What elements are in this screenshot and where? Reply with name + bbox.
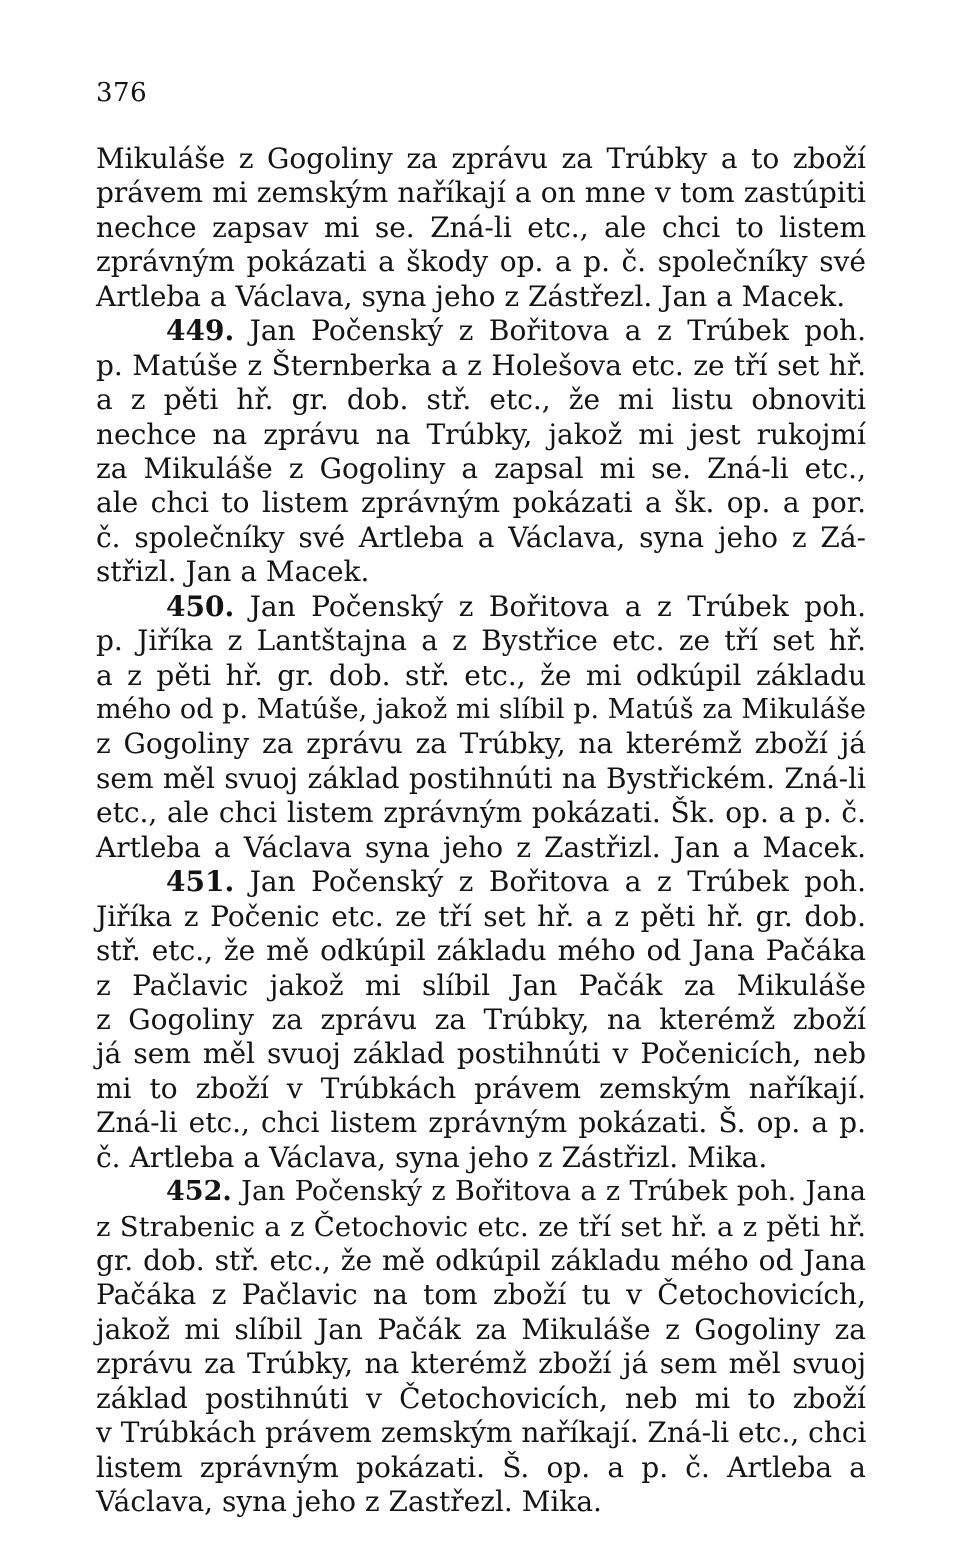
entry-number: 452.: [166, 1176, 232, 1208]
line-text: nechce na zprávu na Trúbky, jakož mi jest rukojmí: [96, 417, 866, 451]
line-text: Jan Počenský z Bořitova a z Trúbek poh. Jana: [231, 1176, 866, 1208]
line-text: č. Artleba a Václava, syna jeho z Zástřizl. Mika.: [96, 1140, 768, 1174]
text-line: [96, 555, 866, 589]
entry-first-line: [96, 865, 866, 899]
text-line: [96, 349, 866, 383]
entry-number: 450.: [166, 589, 235, 623]
text-line: [96, 624, 866, 658]
text-line: [96, 1037, 866, 1071]
line-text: jakož mi slíbil Jan Pačák za Mikuláše z Gogoliny za: [96, 1312, 866, 1346]
line-text: č. společníky své Artleba a Václava, syna jeho z Zá-: [96, 520, 866, 554]
line-text: v Trúbkách právem zemským naříkají. Zná-li etc., chci: [96, 1416, 867, 1450]
line-text: střizl. Jan a Macek.: [96, 555, 370, 589]
text-line: [96, 693, 866, 727]
line-text: a z pěti hř. gr. dob. stř. etc., že mi listu obnoviti: [96, 383, 866, 417]
entry-first-line: [96, 314, 866, 348]
line-text: sem měl svuoj základ postihnúti na Bystřickém. Zná-li: [96, 761, 866, 795]
line-text: Václava, syna jeho z Zastřezl. Mika.: [96, 1485, 602, 1519]
line-text: z Gogoliny za zprávu za Trúbky, na kterémž zboží já: [96, 727, 866, 761]
text-line: [96, 245, 866, 279]
line-text: gr. dob. stř. etc., že mě odkúpil základu mého od Jana: [96, 1244, 866, 1277]
line-text: mi to zboží v Trúbkách právem zemským naříkají.: [96, 1071, 866, 1105]
line-text: z Pačlavic jakož mi slíbil Jan Pačák za Mikuláše: [96, 968, 866, 1002]
line-text: listem zprávným pokázati. Š. op. a p. č. Artleba a: [96, 1450, 866, 1484]
line-text: z Gogoliny za zprávu za Trúbky, na kterémž zboží: [96, 1002, 866, 1036]
text-line: [96, 176, 866, 210]
text-line: [96, 1278, 866, 1312]
line-text: z Strabenic a z Četochovic etc. ze tří set hř. a z pěti hř.: [96, 1210, 866, 1243]
line-text: já sem měl svuoj základ postihnúti v Počenicích, neb: [96, 1037, 866, 1071]
text-line: [96, 1244, 866, 1278]
line-text: Jan Počenský z Bořitova a z Trúbek poh.: [234, 314, 866, 348]
line-text: a z pěti hř. gr. dob. stř. etc., že mi odkúpil základu: [96, 658, 866, 692]
line-text: etc., ale chci listem zprávným pokázati. Šk. op. a p. č.: [96, 796, 866, 830]
text-line: [96, 1106, 866, 1140]
line-text: p. Jiříka z Lantštajna a z Bystřice etc. ze tří set hř.: [96, 624, 866, 658]
text-line: [96, 1382, 866, 1416]
text-line: [96, 1451, 866, 1485]
text-line: [96, 1003, 866, 1037]
text-line: [96, 383, 866, 417]
line-text: stř. etc., že mě odkúpil základu mého od Jana Pačáka: [96, 934, 866, 968]
text-line: [96, 280, 866, 314]
line-text: Zná-li etc., chci listem zprávným pokázati. Š. op. a p.: [96, 1106, 866, 1140]
text-line: [96, 796, 866, 830]
text-line: [96, 727, 866, 761]
text-line: [96, 1210, 866, 1244]
text-line: [96, 659, 866, 693]
text-line: [96, 211, 866, 245]
line-text: Jan Počenský z Bořitova a z Trúbek poh.: [234, 865, 866, 899]
line-text: Artleba a Václava syna jeho z Zastřizl. Jan a Macek.: [96, 830, 866, 864]
text-line: [96, 934, 866, 968]
text-line: [96, 452, 866, 486]
line-text: Mikuláše z Gogoliny za zprávu za Trúbky a to zboží: [96, 142, 866, 175]
line-text: zprávu za Trúbky, na kterémž zboží já sem měl svuoj: [96, 1347, 866, 1381]
text-line: [96, 969, 866, 1003]
line-text: ale chci to listem zprávným pokázati a šk. op. a por.: [96, 486, 866, 520]
text-line: [96, 1313, 866, 1347]
text-line: [96, 1485, 866, 1519]
line-text: právem mi zemským naříkají a on mne v tom zastúpiti: [96, 176, 866, 210]
line-text: Jan Počenský z Bořitova a z Trúbek poh.: [234, 589, 866, 623]
page-number: 376: [96, 78, 148, 108]
line-text: nechce zapsav mi se. Zná-li etc., ale chci to listem: [96, 210, 866, 244]
entry-first-line: [96, 1175, 866, 1209]
body-text: [96, 142, 866, 1520]
text-line: [96, 486, 866, 520]
entry-number: 451.: [166, 865, 235, 899]
line-text: Jiříka z Počenic etc. ze tří set hř. a z pěti hř. gr. dob.: [96, 899, 866, 933]
text-line: [96, 831, 866, 865]
line-text: Pačáka z Pačlavic na tom zboží tu v Četochovicích,: [96, 1278, 866, 1312]
line-text: základ postihnúti v Četochovicích, neb mi to zboží: [96, 1381, 866, 1415]
entry-first-line: [96, 590, 866, 624]
text-line: [96, 142, 866, 176]
line-text: mého od p. Matúše, jakož mi slíbil p. Matúš za Mikuláše: [96, 694, 866, 725]
text-line: [96, 418, 866, 452]
line-text: zprávným pokázati a škody op. a p. č. společníky své: [96, 245, 866, 279]
text-line: [96, 1141, 866, 1175]
text-line: [96, 1416, 866, 1450]
text-line: [96, 762, 866, 796]
entry-number: 449.: [166, 314, 235, 348]
line-text: p. Matúše z Šternberka a z Holešova etc. ze tří set hř.: [96, 348, 866, 382]
line-text: za Mikuláše z Gogoliny a zapsal mi se. Zná-li etc.,: [96, 451, 866, 485]
line-text: Artleba a Václava, syna jeho z Zástřezl. Jan a Macek.: [96, 279, 846, 313]
text-line: [96, 1072, 866, 1106]
text-line: [96, 521, 866, 555]
text-line: [96, 900, 866, 934]
text-line: [96, 1347, 866, 1381]
